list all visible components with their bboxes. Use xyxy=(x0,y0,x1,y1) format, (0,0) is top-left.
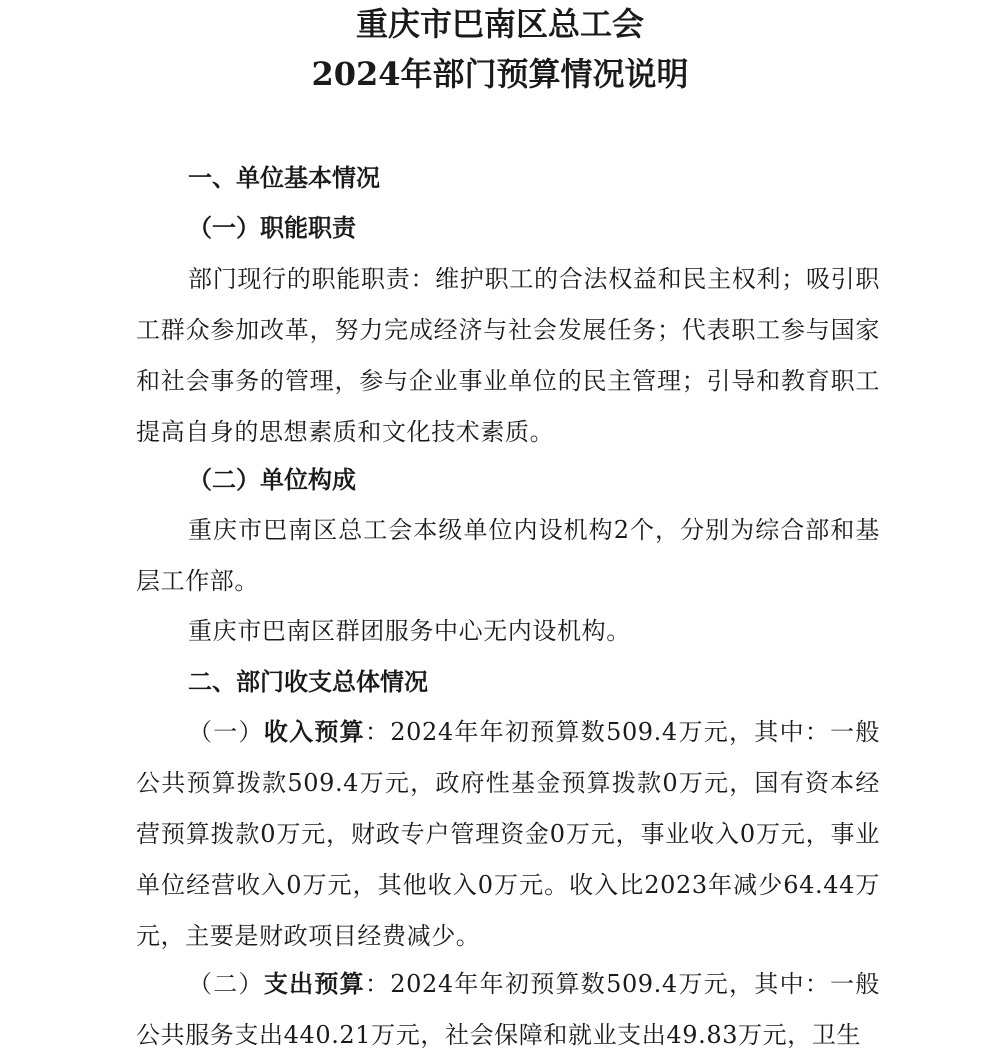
income-prefix: （一） xyxy=(188,718,264,746)
section-heading-basic-info: 一、单位基本情况 xyxy=(188,163,380,192)
document-title: 重庆市巴南区总工会 xyxy=(355,5,644,43)
expense-budget-paragraph xyxy=(136,958,880,1061)
income-budget-paragraph xyxy=(136,706,880,962)
functions-paragraph: 部门现行的职能职责：维护职工的合法权益和民主权利；吸引职工群众参加改革，努力完成经济与社会发展任务；代表职工参与国家和社会事务的管理，参与企业事业单位的民主管理；引导和教育职工提高自身的思想素质和文化技术素质。 xyxy=(136,265,880,446)
subsection-heading-composition: （二）单位构成 xyxy=(188,465,356,494)
service-center-paragraph: 重庆市巴南区群团服务中心无内设机构。 xyxy=(188,617,631,645)
section-heading-budget-overview: 二、部门收支总体情况 xyxy=(188,667,428,696)
income-label: 收入预算 xyxy=(263,717,365,746)
composition-paragraph: 重庆市巴南区总工会本级单位内设机构2个，分别为综合部和基层工作部。 xyxy=(136,516,880,595)
expense-text: ：2024年年初预算数509.4万元，其中：一般公共服务支出440.21万元，社会保障和就业支出49.83万元，卫生 xyxy=(136,970,881,1049)
expense-label: 支出预算 xyxy=(263,969,365,998)
income-text: ：2024年年初预算数509.4万元，其中：一般公共预算拨款509.4万元，政府性基金预算拨款0万元，国有资本经营预算拨款0万元，财政专户管理资金0万元，事业收入0万元，事业单位经营收入0万元，其他收入0万元。收入比2023年减少64.44万元，主要是财政项目经费减少。 xyxy=(136,718,881,950)
subsection-heading-functions: （一）职能职责 xyxy=(188,213,356,242)
expense-prefix: （二） xyxy=(188,970,264,998)
document-subtitle: 2024年部门预算情况说明 xyxy=(311,55,689,93)
